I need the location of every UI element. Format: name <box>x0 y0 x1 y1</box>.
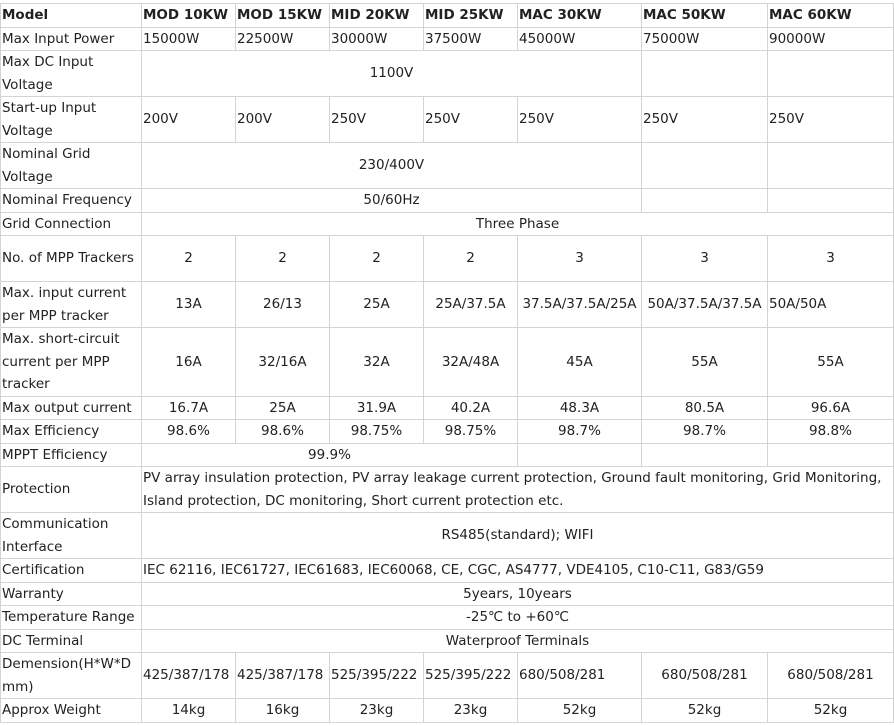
table-cell-merged: Three Phase <box>142 212 894 236</box>
table-cell: 200V <box>236 97 330 143</box>
header-cell: MID 25KW <box>424 4 518 28</box>
table-cell: 2 <box>424 236 518 282</box>
table-cell: 98.8% <box>768 420 894 444</box>
table-cell: 2 <box>236 236 330 282</box>
table-row <box>1 582 894 606</box>
table-row <box>1 606 894 630</box>
table-row <box>1 699 894 723</box>
table-cell: 75000W <box>642 27 768 51</box>
table-cell: 48.3A <box>518 396 642 420</box>
header-cell: MID 20KW <box>330 4 424 28</box>
table-cell-merged: Waterproof Terminals <box>142 629 894 653</box>
table-row <box>1 212 894 236</box>
table-cell-empty <box>642 189 768 213</box>
table-row <box>1 653 894 699</box>
row-label: Max Efficiency <box>1 420 142 444</box>
row-label: Nominal Grid Voltage <box>1 143 142 189</box>
table-cell: 30000W <box>330 27 424 51</box>
table-cell-merged: PV array insulation protection, PV array leakage current protection, Ground fault monitoring, Grid Monitoring, Island protection, DC monitoring, Short current protection etc. <box>142 467 894 513</box>
table-cell: 680/508/281 <box>518 653 642 699</box>
table-row <box>1 513 894 559</box>
table-cell: 55A <box>642 328 768 397</box>
header-row <box>1 4 894 28</box>
table-cell: 2 <box>330 236 424 282</box>
table-cell: 13A <box>142 282 236 328</box>
table-cell: 80.5A <box>642 396 768 420</box>
table-cell: 23kg <box>424 699 518 723</box>
table-row <box>1 443 894 467</box>
table-cell: 32A <box>330 328 424 397</box>
table-cell: 50A/37.5A/37.5A <box>642 282 768 328</box>
table-cell: 250V <box>424 97 518 143</box>
table-cell: 98.75% <box>424 420 518 444</box>
row-label: Max output current <box>1 396 142 420</box>
table-cell: 25A <box>236 396 330 420</box>
table-row <box>1 629 894 653</box>
table-cell: 26/13 <box>236 282 330 328</box>
row-label: DC Terminal <box>1 629 142 653</box>
table-cell: 200V <box>142 97 236 143</box>
table-cell: 2 <box>142 236 236 282</box>
table-cell-empty <box>768 189 894 213</box>
table-cell: 680/508/281 <box>642 653 768 699</box>
row-label: Max Input Power <box>1 27 142 51</box>
row-label: Protection <box>1 467 142 513</box>
table-cell: 32A/48A <box>424 328 518 397</box>
table-row <box>1 97 894 143</box>
row-label: Grid Connection <box>1 212 142 236</box>
table-row <box>1 27 894 51</box>
table-cell-empty <box>768 51 894 97</box>
table-cell: 425/387/178 <box>236 653 330 699</box>
table-cell: 31.9A <box>330 396 424 420</box>
table-cell: 425/387/178 <box>142 653 236 699</box>
table-row <box>1 143 894 189</box>
table-cell: 15000W <box>142 27 236 51</box>
table-cell: 55A <box>768 328 894 397</box>
table-cell: 37.5A/37.5A/25A <box>518 282 642 328</box>
table-cell-empty <box>642 143 768 189</box>
row-label: Warranty <box>1 582 142 606</box>
table-cell: 14kg <box>142 699 236 723</box>
table-cell-merged: 50/60Hz <box>142 189 642 213</box>
table-cell-empty <box>642 51 768 97</box>
row-label: Max DC Input Voltage <box>1 51 142 97</box>
table-cell: 40.2A <box>424 396 518 420</box>
table-cell-merged: 5years, 10years <box>142 582 894 606</box>
table-cell-empty <box>518 443 642 467</box>
table-cell: 98.6% <box>236 420 330 444</box>
table-cell-merged: -25℃ to +60℃ <box>142 606 894 630</box>
table-cell: 52kg <box>518 699 642 723</box>
table-cell-merged: 1100V <box>142 51 642 97</box>
table-cell: 16.7A <box>142 396 236 420</box>
row-label: Demension(H*W*D mm) <box>1 653 142 699</box>
table-cell-merged: IEC 62116, IEC61727, IEC61683, IEC60068, CE, CGC, AS4777, VDE4105, C10-C11, G83/G59 <box>142 559 894 583</box>
table-cell: 98.6% <box>142 420 236 444</box>
header-cell: MOD 15KW <box>236 4 330 28</box>
table-cell: 98.7% <box>642 420 768 444</box>
table-cell: 45000W <box>518 27 642 51</box>
table-cell: 37500W <box>424 27 518 51</box>
table-row <box>1 236 894 282</box>
table-cell: 22500W <box>236 27 330 51</box>
table-row <box>1 328 894 397</box>
table-cell: 32/16A <box>236 328 330 397</box>
row-label: Max. input current per MPP tracker <box>1 282 142 328</box>
row-label: Nominal Frequency <box>1 189 142 213</box>
table-cell: 25A/37.5A <box>424 282 518 328</box>
table-row <box>1 559 894 583</box>
table-row <box>1 51 894 97</box>
row-label: No. of MPP Trackers <box>1 236 142 282</box>
table-row <box>1 467 894 513</box>
table-cell: 250V <box>642 97 768 143</box>
table-row <box>1 396 894 420</box>
header-cell: MAC 50KW <box>642 4 768 28</box>
table-cell-merged: RS485(standard); WIFI <box>142 513 894 559</box>
row-label: Approx Weight <box>1 699 142 723</box>
row-label: Certification <box>1 559 142 583</box>
table-cell-empty <box>768 143 894 189</box>
table-cell: 52kg <box>642 699 768 723</box>
table-cell: 50A/50A <box>768 282 894 328</box>
table-cell: 680/508/281 <box>768 653 894 699</box>
table-cell: 45A <box>518 328 642 397</box>
table-cell: 16A <box>142 328 236 397</box>
table-cell: 98.7% <box>518 420 642 444</box>
table-row <box>1 189 894 213</box>
table-cell: 96.6A <box>768 396 894 420</box>
row-label: Communication Interface <box>1 513 142 559</box>
header-cell: MAC 60KW <box>768 4 894 28</box>
table-cell: 98.75% <box>330 420 424 444</box>
table-cell-empty <box>768 443 894 467</box>
table-cell-merged: 99.9% <box>142 443 518 467</box>
table-cell-empty <box>642 443 768 467</box>
table-row <box>1 282 894 328</box>
table-cell: 52kg <box>768 699 894 723</box>
header-model-label: Model <box>1 4 142 28</box>
row-label: MPPT Efficiency <box>1 443 142 467</box>
table-row <box>1 420 894 444</box>
table-cell: 16kg <box>236 699 330 723</box>
table-cell: 525/395/222 <box>330 653 424 699</box>
header-cell: MAC 30KW <box>518 4 642 28</box>
table-cell: 3 <box>768 236 894 282</box>
inverter-spec-table <box>0 3 894 723</box>
row-label: Max. short-circuit current per MPP tracker <box>1 328 142 397</box>
table-cell: 25A <box>330 282 424 328</box>
table-cell: 250V <box>768 97 894 143</box>
table-cell: 525/395/222 <box>424 653 518 699</box>
row-label: Temperature Range <box>1 606 142 630</box>
table-cell-merged: 230/400V <box>142 143 642 189</box>
table-cell: 250V <box>518 97 642 143</box>
row-label: Start-up Input Voltage <box>1 97 142 143</box>
table-cell: 250V <box>330 97 424 143</box>
header-cell: MOD 10KW <box>142 4 236 28</box>
table-cell: 3 <box>642 236 768 282</box>
table-cell: 23kg <box>330 699 424 723</box>
table-cell: 90000W <box>768 27 894 51</box>
table-cell: 3 <box>518 236 642 282</box>
